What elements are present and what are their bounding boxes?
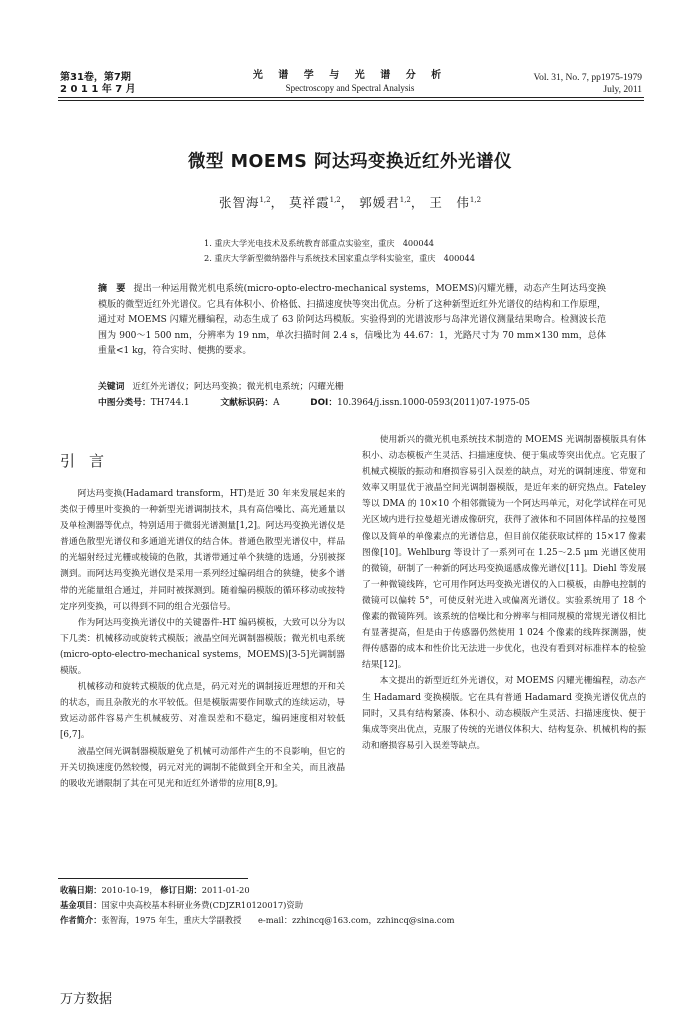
paper-title: 微型 MOEMS 阿达玛变换近红外光谱仪 [188, 152, 512, 172]
paragraph: 本文提出的新型近红外光谱仪，对 MOEMS 闪耀光栅编程，动态产生 Hadamard 变换模版。它在具有普通 Hadamard 变换光谱仪优点的同时，又具有结构紧凑、体积小、动态模版产生灵活、扫描速度快、便于集成等突出优点，克服了传统的光谱仪体积大、结构复杂、机械机构的振动和磨损容易引入误差等缺点。 [362, 676, 646, 751]
volume-en: Vol. 31, No. 7, pp1975-1979 [533, 73, 642, 83]
keywords [98, 380, 344, 394]
watermark: 万方数据 [60, 992, 113, 1007]
date-en: July, 2011 [603, 85, 642, 95]
revised-date: 2011-01-20 [201, 885, 250, 895]
doc-code-value: A [273, 398, 280, 408]
affiliation: 1. 重庆大学光电技术及系统教育部重点实验室，重庆 400044 [204, 238, 434, 248]
abstract-label: 摘 要 [98, 284, 126, 294]
volume-cn: 第31卷，第7期 [60, 72, 131, 83]
header-rule-thin [58, 100, 644, 101]
header-rule [58, 97, 644, 98]
paragraph: 作为阿达玛变换光谱仪中的关键器件-HT 编码模板，大致可以分为以下几类：机械移动或旋转式模版；液晶空间光调制器模版；微光机电系统(micro-opto-electro-mechanical systems，MOEMS)[3-5]光调制器模版。 [60, 617, 345, 677]
paragraph: 液晶空间光调制器模版避免了机械可动部件产生的不良影响，但它的开关切换速度仍然较慢，码元对光的调制不能做到全开和全关，而且液晶的吸收光谱限制了其在可见光和近红外谱带的应用[8,9]。 [60, 746, 345, 789]
received-date: 2010-10-19， [101, 885, 158, 895]
running-header-right [533, 72, 642, 96]
author-bio-text: 张智海，1975 年生，重庆大学副教授 e-mail：zzhincq@163.com，zzhincq@sina.com [101, 915, 455, 925]
journal-title-cn: 光 谱 学 与 光 谱 分 析 [252, 70, 448, 81]
body-column-left [60, 486, 345, 792]
author-list: 张智海$^{1,2}$， 莫祥霞$^{1,2}$， 郭媛君$^{1,2}$， 王 伟$^{1,2}$ [218, 195, 482, 210]
footnote-author [60, 914, 454, 927]
fund-label: 基金项目： [60, 900, 102, 910]
abstract [98, 282, 606, 360]
author: 郭媛君$^{1,2}$ [359, 195, 411, 210]
running-header-left [60, 72, 136, 96]
section-heading: 引言 [60, 452, 119, 470]
date-cn: 2 0 1 1 年 7 月 [60, 84, 136, 95]
author-bio-label: 作者简介： [60, 915, 102, 925]
doc-code-label: 文献标识码： [220, 398, 274, 408]
author: 王 伟$^{1,2}$ [429, 195, 482, 210]
journal-title-en: Spectroscopy and Spectral Analysis [285, 83, 415, 93]
classification-line [98, 396, 618, 410]
paragraph: 阿达玛变换(Hadamard transform，HT)是近 30 年来发展起来的类似于傅里叶变换的一种新型光谱调制技术，具有高信噪比、高光通量以及单检测器等优点，特别适用于微弱光谱测量[1,2]。阿达玛变换光谱仪是普通色散型光谱仪和多通道光谱仪的结合体。普通色散型光谱仪中，样品的光辐射经过光栅或棱镜的色散，其谱带通过单个狭缝的选通，分别被探测到。而阿达玛变换光谱仪是采用一系列经过编码组合的狭缝，使多个谱带的光能量组合通过，并同时被探测到。随着编码模版的循环移动或按特定序列变换，可以得到不同的组合光强信号。 [60, 489, 345, 612]
body-column-right [362, 432, 646, 754]
affiliation: 2. 重庆大学新型微纳器件与系统技术国家重点学科实验室，重庆 400044 [204, 253, 475, 263]
author: 张智海$^{1,2}$ [218, 195, 271, 210]
received-label: 收稿日期： [60, 885, 102, 895]
running-header-center [240, 70, 460, 94]
footnote-rule [58, 878, 248, 879]
doi-label: DOI： [310, 398, 338, 408]
paragraph: 机械移动和旋转式模版的优点是，码元对光的调制接近理想的开和关的状态，而且杂散光的水平较低。但是模版需要作间歇式的连续运动，导致运动部件容易产生机械疲劳、对准误差和不稳定，编码速度相对较低[6,7]。 [60, 682, 345, 741]
footnote-dates [60, 884, 250, 897]
revised-label: 修订日期： [160, 885, 202, 895]
footnote-fund [60, 899, 303, 912]
keywords-text: 近红外光谱仪；阿达玛变换；微光机电系统；闪耀光栅 [132, 382, 344, 392]
clc-label: 中图分类号： [98, 398, 151, 408]
keywords-label: 关键词 [98, 382, 125, 392]
fund-text: 国家中央高校基本科研业务费(CDJZR10120017)资助 [101, 900, 303, 910]
clc-value: TH744.1 [150, 398, 190, 408]
abstract-text: 提出一种运用微光机电系统(micro-opto-electro-mechanical systems，MOEMS)闪耀光栅，动态产生阿达玛变换模版的微型近红外光谱仪。它具有体积小、价格低、扫描速度快等突出优点。分析了这种新型近红外光谱仪的结构和工作原理，通过对 MOEMS 闪耀光栅编程，动态生成了 63 阶阿达玛模版。实验得到的光谱波形与岛津光谱仪测量结果吻合。检测波长范围为 900～1 500 nm，分辨率为 19 nm，单次扫描时间 2.4 s，信噪比为 44.67：1，光路尺寸为 70 mm×130 mm，总体重量<1 kg，符合实时、便携的要求。 [98, 284, 606, 357]
paragraph: 使用新兴的微光机电系统技术制造的 MOEMS 光调制器模版具有体积小、动态模板产生灵活、扫描速度快、便于集成等突出优点。它克服了机械式模版的振动和磨损容易引入误差的缺点，对光的调制速度、带宽和效率又明显优于液晶空间光调制器模版，是近年来的研究热点。Fateley 等以 DMA 的 10×10 个相邻微镜为一个阿达玛单元，对化学试样在可见光区域内进行拉曼超光谱成像研究，获得了液体和不同固体样品的拉曼图像以及简单的单像素点的光谱信息，但目前仅能获取试样的 15×17 像素图像[10]。Wehlburg 等设计了一系列可在 1.25～2.5 μm 光谱区使用的微镜，研制了一种新的阿达玛变换遥感成像光谱仪[11]。Diehl 等发展了一种微镜线阵，它可用作阿达玛变换光谱仪的入口模板，由静电控制的微镜可以偏转 5°，可使反射光进入或偏离光谱仪。实验系统用了 18 个像素的微镜阵列。该系统的信噪比和分辨率与相同规模的常规光谱仪相比有显著提高，但是由于传感器仍然使用 1 024 个像素的线阵探测器，使得传感器的成本和性价比无法进一步优化，也没有看到对标准样本的检验结果[12]。 [362, 435, 646, 671]
doi-value: 10.3964/j.issn.1000-0593(2011)07-1975-05 [337, 398, 531, 408]
author: 莫祥霞$^{1,2}$ [289, 195, 341, 210]
